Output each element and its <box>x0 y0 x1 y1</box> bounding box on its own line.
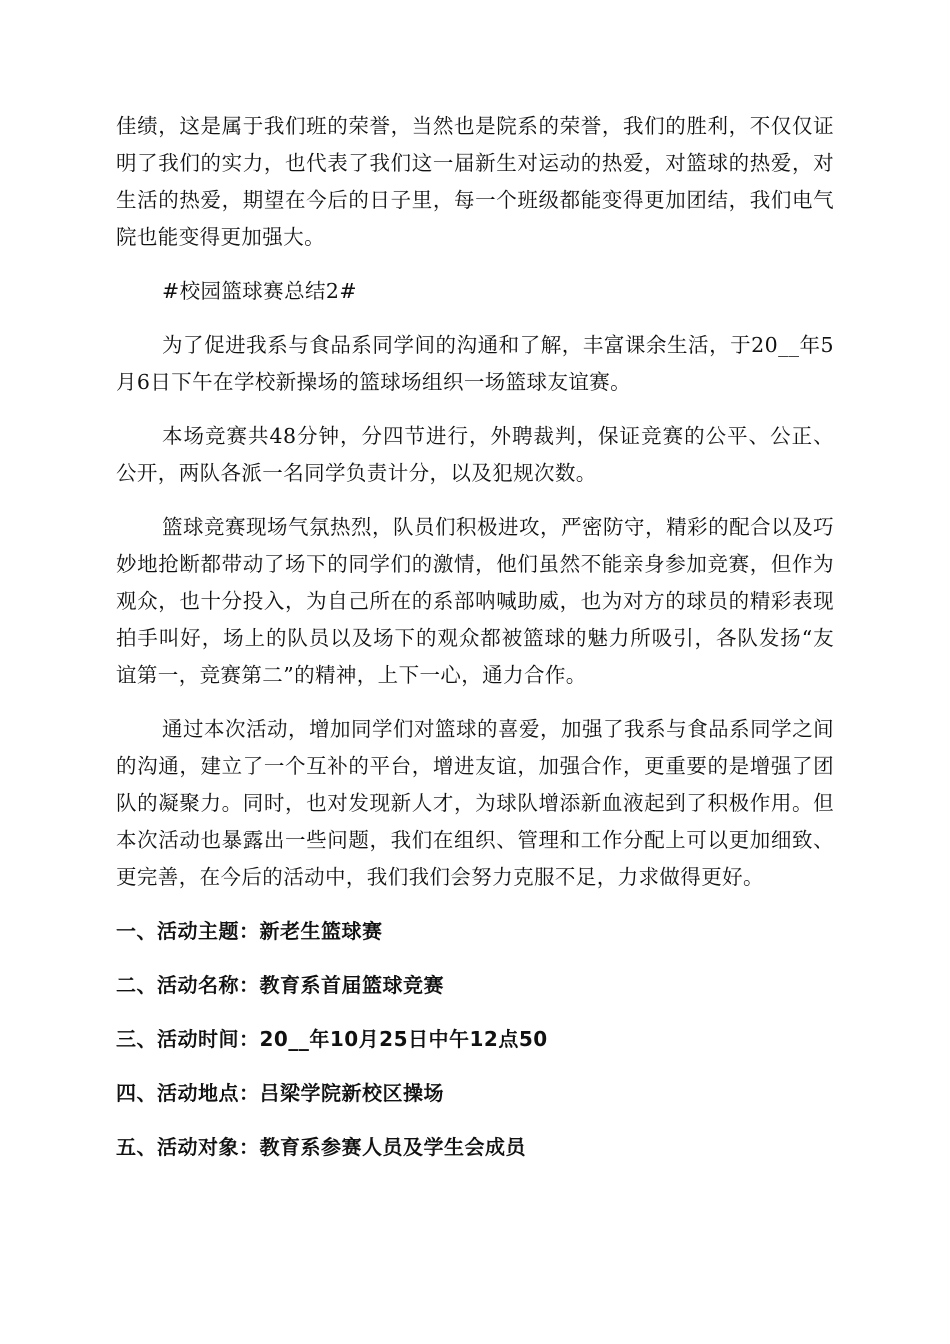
paragraph-atmosphere: 篮球竞赛现场气氛热烈，队员们积极进攻，严密防守，精彩的配合以及巧妙地抢断都带动了场下的同学们的激情，他们虽然不能亲身参加竞赛，但作为观众，也十分投入，为自己所在的系部呐喊助威，也为对方的球员的精彩表现拍手叫好，场上的队员以及场下的观众都被篮球的魅力所吸引，各队发扬“友谊第一，竞赛第二”的精神，上下一心，通力合作。 <box>116 515 834 687</box>
activity-theme: 一、活动主题：新老生篮球赛 <box>116 919 383 943</box>
activity-name: 二、活动名称：教育系首届篮球竞赛 <box>116 973 444 997</box>
activity-participants: 五、活动对象：教育系参赛人员及学生会成员 <box>116 1135 526 1159</box>
paragraph-conclusion: 通过本次活动，增加同学们对篮球的喜爱，加强了我系与食品系同学之间的沟通，建立了一个互补的平台，增进友谊，加强合作，更重要的是增强了团队的凝聚力。同时，也对发现新人才，为球队增添新血液起到了积极作用。但本次活动也暴露出一些问题，我们在组织、管理和工作分配上可以更加细致、更完善，在今后的活动中，我们我们会努力克服不足，力求做得更好。 <box>116 717 834 889</box>
paragraph-rules: 本场竞赛共48分钟，分四节进行，外聘裁判，保证竞赛的公平、公正、公开，两队各派一名同学负责计分，以及犯规次数。 <box>116 424 834 485</box>
paragraph-continuation: 佳绩，这是属于我们班的荣誉，当然也是院系的荣誉，我们的胜利，不仅仅证明了我们的实力，也代表了我们这一届新生对运动的热爱，对篮球的热爱，对生活的热爱，期望在今后的日子里，每一个班级都能变得更加团结，我们电气院也能变得更加强大。 <box>116 114 834 249</box>
activity-time: 三、活动时间：20__年10月25日中午12点50 <box>116 1027 548 1051</box>
section-tag: #校园篮球赛总结2# <box>162 279 357 303</box>
document-page <box>116 108 834 1183</box>
paragraph-intro: 为了促进我系与食品系同学间的沟通和了解，丰富课余生活，于20__年5月6日下午在学校新操场的篮球场组织一场篮球友谊赛。 <box>116 333 834 394</box>
activity-location: 四、活动地点：吕梁学院新校区操场 <box>116 1081 444 1105</box>
